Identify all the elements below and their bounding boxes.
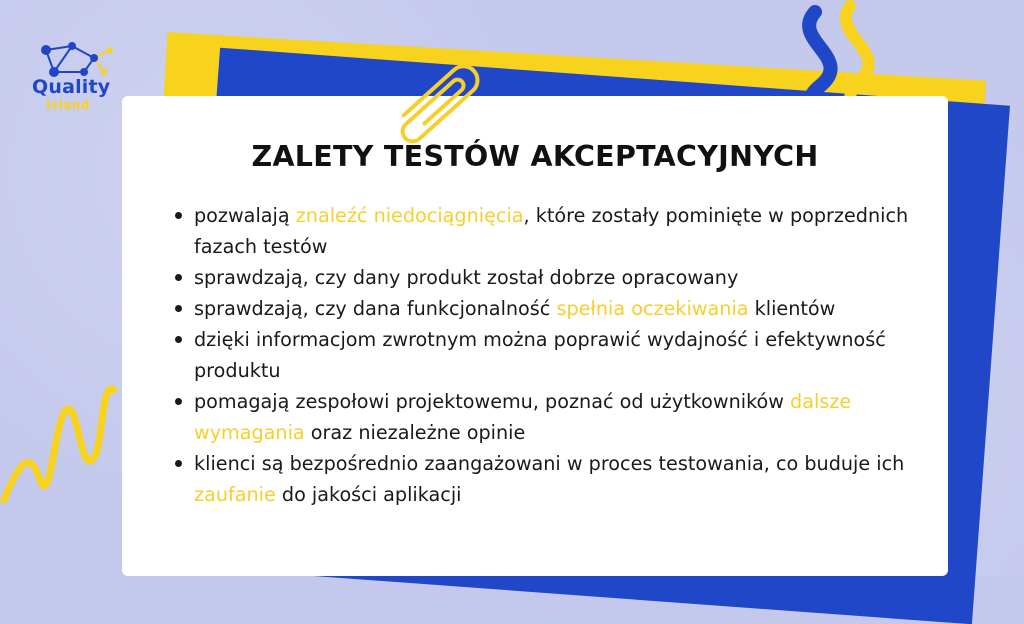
point-highlight: zaufanie xyxy=(194,483,276,506)
logo-name: Quality xyxy=(32,76,111,98)
point-text: , które zostały pominięte w poprzednich fazach testów xyxy=(194,204,909,258)
point-text: klientów xyxy=(748,297,836,320)
point-highlight: spełnia oczekiwania xyxy=(556,297,749,320)
point-highlight: dalsze wymagania xyxy=(194,390,852,444)
point-text: pozwalają xyxy=(194,204,296,227)
slide-title: ZALETY TESTÓW AKCEPTACYJNYCH xyxy=(251,140,819,173)
point-text: dzięki informacjom zwrotnym można poprawić wydajność i efektywność produktu xyxy=(194,328,886,382)
point-highlight: znaleźć niedociągnięcia xyxy=(295,204,524,227)
point-text: do jakości aplikacji xyxy=(275,483,462,506)
point-text: oraz niezależne opinie xyxy=(304,421,526,444)
point-text: sprawdzają, czy dana funkcjonalność xyxy=(194,297,557,320)
point-text: pomagają zespołowi projektowemu, poznać od użytkowników xyxy=(194,390,791,413)
logo-subtitle: Island xyxy=(46,98,90,112)
point-text: klienci są bezpośrednio zaangażowani w proces testowania, co buduje ich xyxy=(194,452,905,475)
point-text: sprawdzają, czy dany produkt został dobrze opracowany xyxy=(194,266,739,289)
